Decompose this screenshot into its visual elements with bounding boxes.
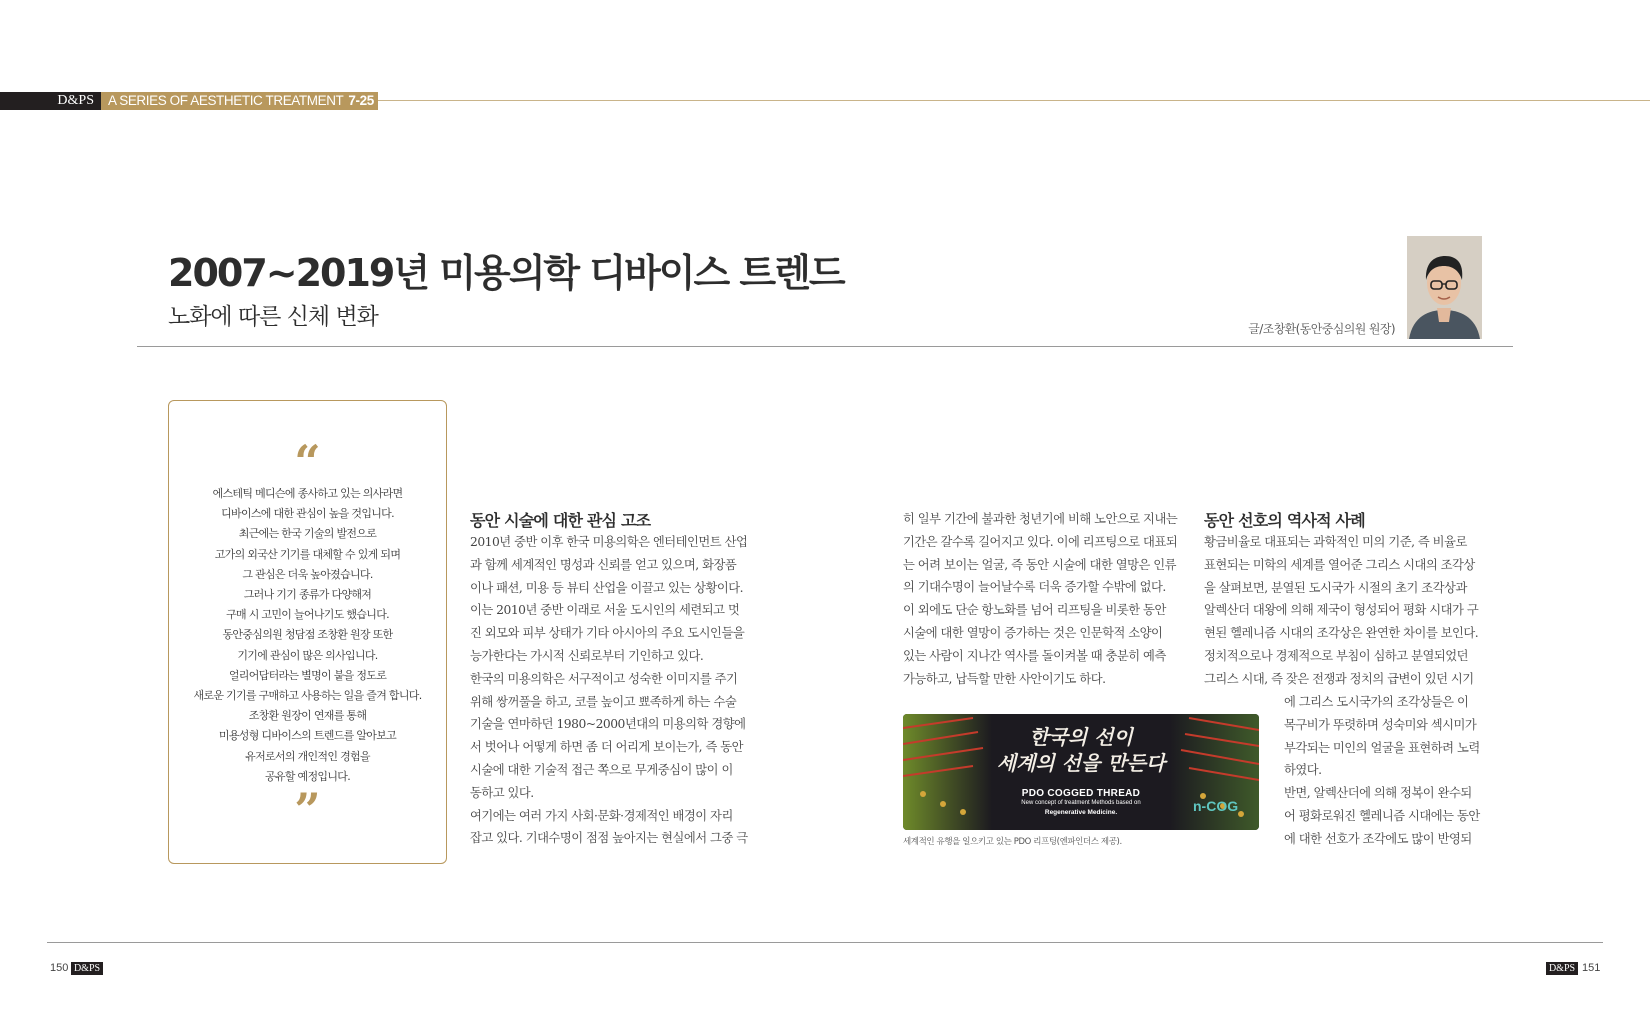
body-line: 있는 사람이 지나간 역사를 돌이켜볼 때 충분히 예측 [903, 648, 1166, 663]
body-line: 2010년 중반 이후 한국 미용의학은 엔터테인먼트 산업 [470, 535, 748, 549]
body-line: 동하고 있다. [470, 785, 534, 800]
body-line: 정치적으로나 경제적으로 부침이 심하고 분열되었던 [1204, 648, 1468, 663]
body-line: 위해 쌍꺼풀을 하고, 코를 높이고 뾰족하게 하는 수술 [470, 694, 737, 709]
quote-line: 그러나 기기 종류가 다양해져 [243, 588, 372, 602]
ncog-logo: n-COG [1193, 798, 1239, 814]
footer-logo-left: D&PS [71, 962, 103, 975]
figure-tagline-1: New concept of treatment Methods based on [1021, 800, 1141, 806]
body-line: 과 함께 세계적인 명성과 신뢰를 얻고 있으며, 화장품 [470, 557, 737, 572]
body-line: 여기에는 여러 가지 사회·문화·경제적인 배경이 자리 [470, 808, 733, 823]
body-line: 에 그리스 도시국가의 조각상들은 이 [1284, 695, 1469, 709]
author-photo [1407, 236, 1482, 339]
brand-label: D&PS [0, 92, 101, 110]
figure-tagline-2: Regenerative Medicine. [1044, 809, 1118, 816]
footer-rule [47, 942, 1603, 943]
quote-line: 기기에 관심이 많은 의사입니다. [237, 648, 378, 662]
body-line: 서 벗어나 어떻게 하면 좀 더 어리게 보이는가, 즉 동안 [470, 740, 744, 755]
section-heading-interest: 동안 시술에 대한 관심 고조 [470, 511, 651, 530]
page-number-right: 151 [1582, 962, 1601, 974]
article-subtitle: 노화에 따른 신체 변화 [168, 304, 378, 330]
body-line: 현된 헬레니즘 시대의 조각상은 완연한 차이를 보인다. [1204, 626, 1479, 641]
close-quote-icon: ” [294, 783, 321, 837]
article-title: 2007~2019년 미용의학 디바이스 트렌드 [168, 251, 844, 295]
header-rule [378, 100, 1650, 101]
quote-line: 디바이스에 대한 관심이 높을 것입니다. [221, 507, 394, 521]
body-line: 기술을 연마하던 1980~2000년대의 미용의학 경향에 [470, 717, 746, 732]
body-line: 시술에 대한 열망이 증가하는 것은 인문학적 소양이 [903, 625, 1163, 640]
quote-line: 그 관심은 더욱 높아졌습니다. [242, 567, 373, 581]
author-portrait-icon [1407, 236, 1482, 339]
body-line: 능가한다는 가시적 신뢰로부터 기인하고 있다. [470, 648, 704, 663]
figure-headline-2: 세계의 선을 만든다 [996, 751, 1166, 775]
quote-line: 새로운 기기를 구매하고 사용하는 일을 즐겨 합니다. [193, 689, 422, 703]
quote-line: 동안중심의원 청담점 조창환 원장 또한 [222, 628, 393, 642]
body-line: 진 외모와 피부 상태가 기타 아시아의 주요 도시인들을 [470, 626, 745, 641]
figure-headline-1: 한국의 선이 [1029, 725, 1133, 749]
footer-logo-right: D&PS [1546, 962, 1578, 975]
series-number: 7-25 [348, 93, 374, 108]
quote-line: 얼리어답터라는 별명이 붙을 정도로 [228, 668, 387, 682]
body-line: 는 어려 보이는 얼굴, 즉 동안 시술에 대한 열망은 인류 [903, 557, 1177, 572]
quote-line: 최근에는 한국 기술의 발전으로 [238, 527, 377, 541]
body-line: 이나 패션, 미용 등 뷰티 산업을 이끌고 있는 상황이다. [470, 580, 744, 595]
body-line: 이 외에도 단순 항노화를 넘어 리프팅을 비롯한 동안 [903, 603, 1166, 618]
body-line: 목구비가 뚜렷하며 성숙미와 섹시미가 [1284, 717, 1477, 732]
quote-line: 에스테틱 메디슨에 종사하고 있는 의사라면 [212, 487, 403, 500]
series-label [101, 92, 378, 110]
column-2-body [903, 508, 1177, 690]
body-line: 알렉산더 대왕에 의해 제국이 형성되어 평화 시대가 구 [1204, 603, 1479, 618]
author-byline: 글/조창환(동안중심의원 원장) [1248, 322, 1395, 336]
quote-line: 조창환 원장이 연재를 통해 [248, 709, 367, 723]
body-line: 어 평화로워진 헬레니즘 시대에는 동안 [1284, 808, 1480, 823]
body-line: 반면, 알렉산더에 의해 정복이 완수되 [1284, 786, 1472, 801]
column-1-body [470, 531, 748, 850]
body-line: 히 일부 기간에 불과한 청년기에 비해 노안으로 지내는 [903, 512, 1178, 526]
body-line: 하였다. [1284, 763, 1322, 778]
column-3-indented-body [1284, 691, 1480, 851]
quote-line: 공유할 예정입니다. [264, 769, 350, 783]
figure-product-name: PDO COGGED THREAD [1021, 788, 1141, 799]
column-3-body [1204, 531, 1478, 691]
figure-caption: 세계적인 유행을 일으키고 있는 PDO 리프팅(엔파인더스 제공). [903, 837, 1122, 847]
quote-line: 유저로서의 개인적인 경험을 [245, 749, 370, 763]
body-line: 그리스 시대, 즉 잦은 전쟁과 정치의 급변이 있던 시기 [1204, 671, 1474, 686]
body-line: 을 살펴보면, 분열된 도시국가 시절의 초기 조각상과 [1204, 580, 1467, 595]
open-quote-icon: “ [294, 435, 321, 489]
series-title: A SERIES OF AESTHETIC TREATMENT [108, 93, 344, 108]
quote-line: 미용성형 디바이스의 트렌드를 알아보고 [218, 729, 397, 743]
quote-line: 구매 시 고민이 늘어나기도 했습니다. [226, 608, 389, 622]
body-line: 부각되는 미인의 얼굴을 표현하려 노력 [1284, 740, 1480, 755]
page-number-left: 150 [50, 962, 69, 974]
body-line: 잡고 있다. 기대수명이 점점 높아지는 현실에서 그중 극 [470, 831, 748, 846]
body-line: 표현되는 미학의 세계를 열어준 그리스 시대의 조각상 [1204, 557, 1475, 572]
body-line: 시술에 대한 기술적 접근 쪽으로 무게중심이 많이 이 [470, 762, 733, 777]
body-line: 의 기대수명이 늘어날수록 더욱 증가할 수밖에 없다. [903, 580, 1166, 595]
body-line: 이는 2010년 중반 이래로 서울 도시인의 세련되고 멋 [470, 603, 740, 618]
section-heading-history: 동안 선호의 역사적 사례 [1204, 511, 1365, 530]
body-line: 에 대한 선호가 조각에도 많이 반영되 [1284, 831, 1472, 846]
body-line: 기간은 갈수록 길어지고 있다. 이에 리프팅으로 대표되 [903, 534, 1178, 549]
body-line: 황금비율로 대표되는 과학적인 미의 기준, 즉 비율로 [1204, 535, 1467, 549]
body-line: 한국의 미용의학은 서구적이고 성숙한 이미지를 주기 [470, 671, 738, 686]
pdo-thread-figure [903, 714, 1259, 830]
body-line: 가능하고, 납득할 만한 사안이기도 하다. [903, 671, 1106, 686]
pull-quote-text [180, 484, 435, 787]
quote-line: 고가의 외국산 기기를 대체할 수 있게 되며 [214, 547, 401, 561]
title-divider [137, 346, 1513, 347]
